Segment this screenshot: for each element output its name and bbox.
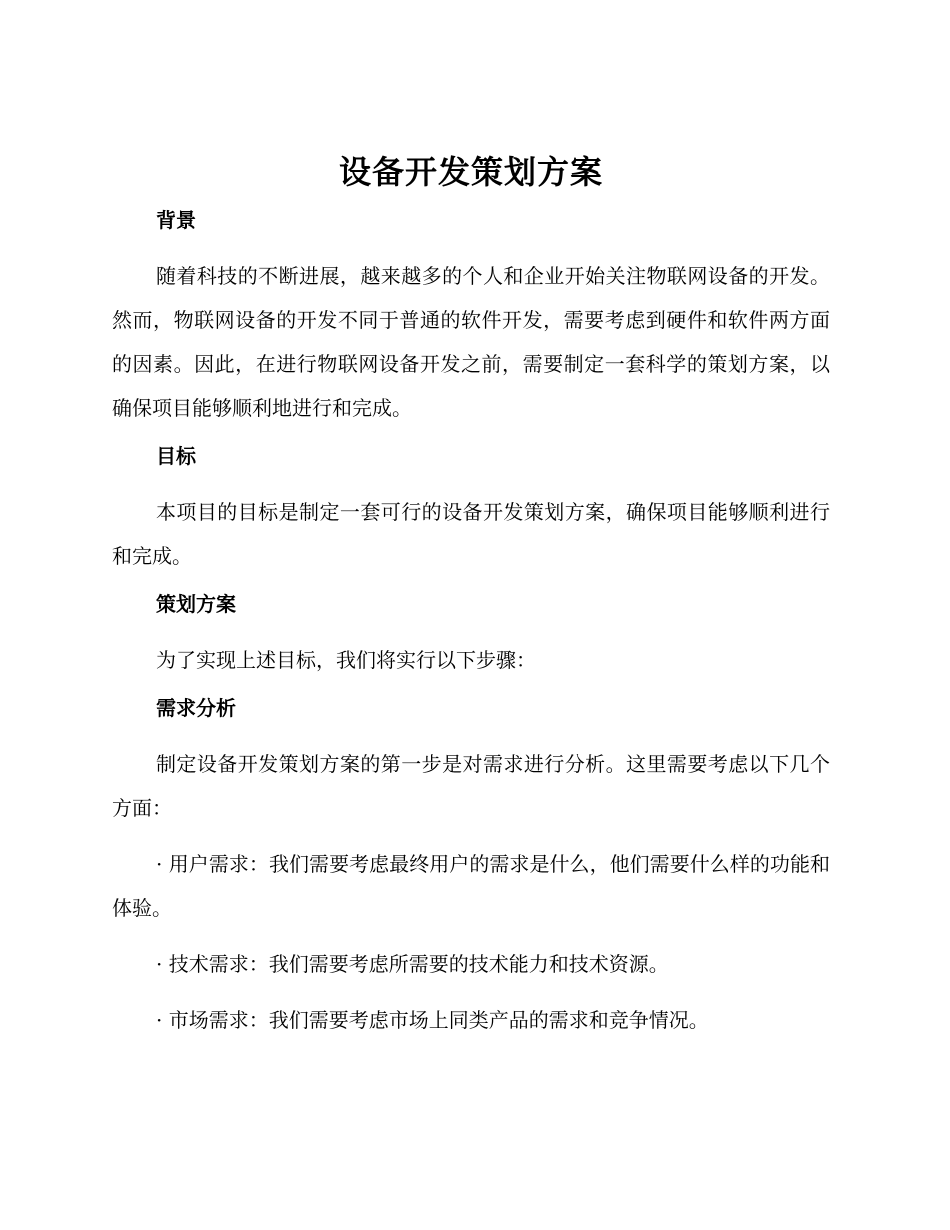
requirements-paragraph: 制定设备开发策划方案的第一步是对需求进行分析。这里需要考虑以下几个方面：: [112, 752, 830, 820]
list-item-user-needs: · 用户需求：我们需要考虑最终用户的需求是什么，他们需要什么样的功能和体验。: [112, 852, 830, 920]
section-heading-goal: 目标: [156, 444, 196, 468]
document-title: 设备开发策划方案: [338, 153, 603, 191]
section-heading-requirements: 需求分析: [156, 696, 236, 720]
background-paragraph: 随着科技的不断进展，越来越多的个人和企业开始关注物联网设备的开发。然而，物联网设备的开发不同于普通的软件开发，需要考虑到硬件和软件两方面的因素。因此，在进行物联网设备开发之前，需要制定一套科学的策划方案，以确保项目能够顺利地进行和完成。: [112, 264, 830, 420]
list-item-market-needs: · 市场需求：我们需要考虑市场上同类产品的需求和竞争情况。: [156, 1008, 709, 1032]
section-heading-background: 背景: [156, 208, 196, 232]
document-page: [112, 150, 830, 1054]
list-item-tech-needs: · 技术需求：我们需要考虑所需要的技术能力和技术资源。: [156, 952, 669, 976]
section-heading-plan: 策划方案: [156, 592, 236, 616]
goal-paragraph: 本项目的目标是制定一套可行的设备开发策划方案，确保项目能够顺利进行和完成。: [112, 500, 830, 568]
plan-paragraph: 为了实现上述目标，我们将实行以下步骤：: [156, 648, 536, 672]
